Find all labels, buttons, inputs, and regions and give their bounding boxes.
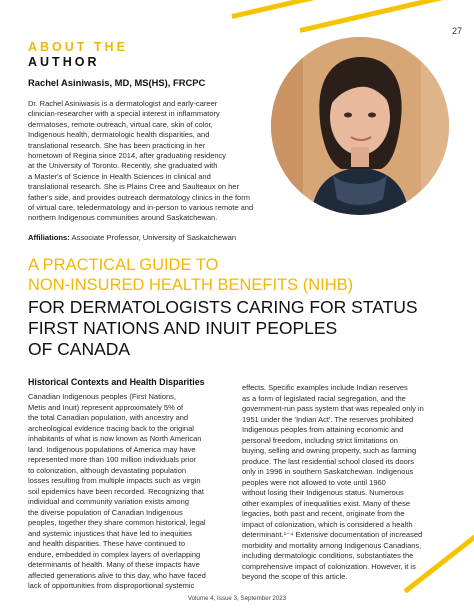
bio-line: hometown of Regina since 2014, after graduating residency xyxy=(28,151,227,161)
body-line: soil epidemics have been recorded. Recognizing that xyxy=(28,486,204,496)
body-line: land. Indigenous populations of America may have xyxy=(28,444,196,454)
section-heading: Historical Contexts and Health Disparities xyxy=(28,377,205,387)
author-portrait-illustration xyxy=(271,37,449,215)
author-name: Rachel Asiniwasis, MD, MS(HS), FRCPC xyxy=(28,77,206,88)
body-line: only in 1996 in southern Saskatchewan. Indigenous xyxy=(242,467,414,476)
bio-line: at the University of Toronto. Recently, she graduated with xyxy=(28,161,218,171)
bio-line: clinician-researcher with a special interest in inflammatory xyxy=(28,109,220,119)
bio-line: Indigenous health, dermatologic health disparities, and xyxy=(28,130,210,140)
body-line: beyond the scope of this article. xyxy=(242,572,348,581)
body-line: without losing their Indigenous status. Numerous xyxy=(242,488,404,497)
body-line: Canadian Indigenous peoples (First Nations, xyxy=(28,392,177,401)
bio-line: translational research. She has been practicing in her xyxy=(28,140,206,150)
body-line: and systemic injustices that have led to inequities xyxy=(28,528,192,538)
bio-line: a Master's of Science in Health Sciences in clinical and xyxy=(28,171,211,181)
about-label: ABOUT THE xyxy=(28,40,128,54)
bio-line: northern Indigenous communities around Saskatchewan. xyxy=(28,213,218,223)
body-line: comprehensive impact of colonization. However, it is xyxy=(242,561,416,571)
article-title xyxy=(28,297,418,360)
bio-line: translational research. She is Plains Cree and Saulteaux on her xyxy=(28,182,239,192)
body-line: Metis and Inuit) represent approximately 5% of xyxy=(28,402,184,412)
body-line: archeological evidence tracing back to the original xyxy=(28,423,194,433)
body-line: the total Canadian population, with ancestry and xyxy=(28,413,189,422)
body-line: impact of colonization, which is considered a health xyxy=(242,519,413,529)
body-line: losses resulting from multiple impacts such as virgin xyxy=(28,476,201,485)
body-line: buying, selling and owning property, such as farming xyxy=(242,446,417,455)
body-line: individual and community variation exists among xyxy=(28,497,189,506)
body-line: determinant.¹⁻⁴ Extensive documentation of increased xyxy=(242,530,423,539)
affiliations-value: Associate Professor, University of Saskatchewan xyxy=(69,233,237,242)
body-line: other examples of inequalities exist. Many of these xyxy=(242,498,411,508)
title-line: NON-INSURED HEALTH BENEFITS (NIHB) xyxy=(28,275,354,294)
body-line: lack of opportunities from disproportional systemic xyxy=(28,581,195,590)
body-line: the diverse population of Canadian Indigenous xyxy=(28,507,183,517)
affiliations xyxy=(28,233,236,242)
body-line: including dermatologic conditions, substantiates the xyxy=(242,551,414,560)
body-column-right xyxy=(242,383,462,583)
body-line: peoples were not allowed to vote until 1960 xyxy=(242,477,386,487)
body-line: affected generations alive to this day, who have faced xyxy=(28,570,206,580)
body-line: as a form of legislated racial segregation, and the xyxy=(242,393,406,403)
body-line: endure, embedded in complex layers of overlapping xyxy=(28,549,201,559)
page-footer: Volume 4, Issue 3, September 2023 xyxy=(187,595,287,602)
page-number: 27 xyxy=(452,26,463,36)
body-line: effects. Specific examples include Indian reserves xyxy=(242,383,408,392)
title-line: A PRACTICAL GUIDE TO xyxy=(28,256,219,274)
body-line: 1951 under the 'Indian Act'. The reserves prohibited xyxy=(242,414,414,424)
body-line: peoples, together they share common historical, legal xyxy=(28,518,206,527)
body-line: and health disparities. These have continued to xyxy=(28,539,186,548)
body-line: Indigenous peoples from attaining economic and xyxy=(242,425,404,434)
bio-line: dermatoses, remote outreach, virtual care, skin of color, xyxy=(28,119,213,129)
body-line: represented more than 100 million individuals prior xyxy=(28,455,197,464)
body-line: inhabitants of what is now known as North American xyxy=(28,434,202,443)
author-bio xyxy=(28,99,286,224)
title-line: FOR DERMATOLOGISTS CARING FOR STATUS xyxy=(28,297,418,317)
body-line: government-run pass system that was repealed only in xyxy=(242,404,424,413)
body-column-left xyxy=(28,392,238,592)
affiliations-label: Affiliations: xyxy=(28,233,70,242)
body-line: determinants of health. Many of these impacts have xyxy=(28,560,200,569)
title-line: OF CANADA xyxy=(28,339,131,359)
bio-line: father's side, and provides outreach dermatology clinics in the form xyxy=(28,192,250,202)
body-line: personal freedom, including strict limitations on xyxy=(242,435,398,445)
title-line: FIRST NATIONS AND INUIT PEOPLES xyxy=(28,318,338,338)
decorative-yellow-line xyxy=(299,0,466,33)
author-photo xyxy=(271,37,449,215)
bio-line: of virtual care, teledermatology and in-person to various remote and xyxy=(28,203,254,213)
body-line: to colonization, although devastating population xyxy=(28,465,187,475)
body-line: legacies, both past and recent, originate from the xyxy=(242,509,405,518)
bio-line: Dr. Rachel Asiniwasis is a dermatologist and early-career xyxy=(28,99,218,108)
article-title-accent xyxy=(28,256,353,295)
body-line: morbidity and mortality among Indigenous Canadians, xyxy=(242,540,422,550)
body-line: produce. The last residential school closed its doors xyxy=(242,456,415,466)
author-label: AUTHOR xyxy=(28,55,100,69)
